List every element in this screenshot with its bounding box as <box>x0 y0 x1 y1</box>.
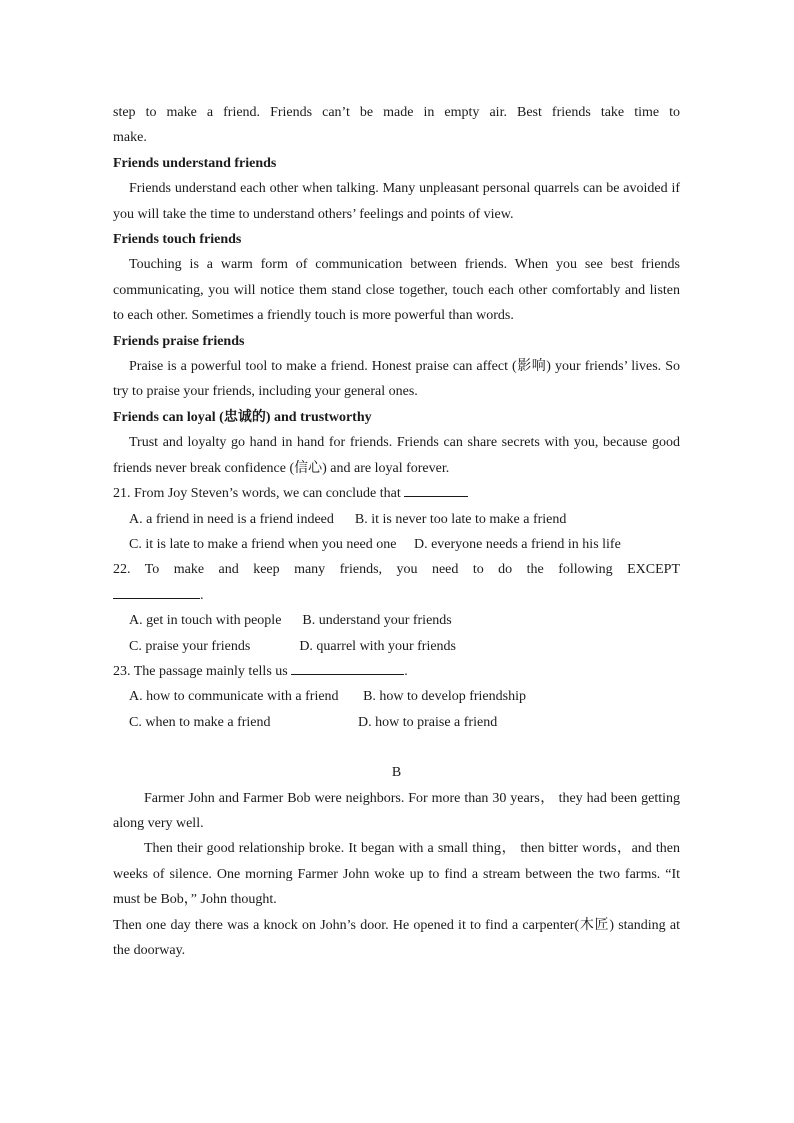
section-heading-touch: Friends touch friends <box>113 232 242 248</box>
paragraph: Farmer John and Farmer Bob were neighbors. For more than 30 years， they had been getting along very well. <box>113 790 680 831</box>
section-heading-loyal: Friends can loyal (忠诚的) and trustworthy <box>113 409 372 425</box>
option-d: D. how to praise a friend <box>358 714 498 730</box>
option-c: C. when to make a friend <box>129 714 271 730</box>
options-row <box>113 634 680 659</box>
section-heading-understand: Friends understand friends <box>113 155 277 171</box>
option-b: B. understand your friends <box>302 613 452 629</box>
intro-text-line1: step to make a friend. Friends can’t be made in empty air. Best friends take time to <box>113 105 680 120</box>
answer-blank <box>404 482 468 497</box>
option-b: B. how to develop friendship <box>363 689 526 705</box>
options-row <box>113 532 680 557</box>
paragraph: Then one day there was a knock on John’s door. He opened it to find a carpenter(木匠) standing at the doorway. <box>113 917 680 958</box>
options-row <box>113 684 680 709</box>
options-row <box>113 710 680 735</box>
section-body-understand: Friends understand each other when talking. Many unpleasant personal quarrels can be avoided if you will take the time to understand others’ feelings and points of view. <box>113 181 680 222</box>
passage-a <box>113 100 680 481</box>
passage-label: B <box>391 765 402 781</box>
answer-blank <box>291 660 404 675</box>
option-a: A. a friend in need is a friend indeed <box>129 511 334 527</box>
option-d: D. everyone needs a friend in his life <box>413 536 621 552</box>
question-22 <box>113 557 680 659</box>
answer-blank-line: . <box>113 583 680 608</box>
section-body-loyal: Trust and loyalty go hand in hand for friends. Friends can share secrets with you, because good friends never break confidence (信心) and are loyal forever. <box>113 435 680 476</box>
option-b: B. it is never too late to make a friend <box>354 511 567 527</box>
question-stem <box>113 481 680 506</box>
question-stem: 22. To make and keep many friends, you need to do the following EXCEPT <box>113 562 680 578</box>
section-heading-praise: Friends praise friends <box>113 333 245 349</box>
question-23 <box>113 659 680 735</box>
passage-b <box>113 760 680 963</box>
option-d: D. quarrel with your friends <box>299 638 456 654</box>
spacer <box>113 735 680 760</box>
option-a: A. get in touch with people <box>129 613 282 629</box>
option-c: C. praise your friends <box>129 638 251 654</box>
intro-text-line2: make. <box>113 130 147 146</box>
section-body-praise: Praise is a powerful tool to make a friend. Honest praise can affect (影响) your friends’ lives. So try to praise your friends, including your general ones. <box>113 359 680 400</box>
paragraph: Then their good relationship broke. It began with a small thing， then bitter words，and then weeks of silence. One morning Farmer John woke up to find a stream between the two farms. “It must be Bob，” John thought. <box>113 841 680 908</box>
options-row <box>113 608 680 633</box>
question-stem-text: 21. From Joy Steven’s words, we can conclude that <box>113 486 401 502</box>
question-21 <box>113 481 680 557</box>
question-stem-text: 23. The passage mainly tells us <box>113 663 288 679</box>
answer-blank <box>113 584 200 599</box>
options-row <box>113 507 680 532</box>
option-a: A. how to communicate with a friend <box>129 689 339 705</box>
section-body-touch: Touching is a warm form of communication between friends. When you see best friends communicating, you will notice them stand close together, touch each other comfortably and listen to each other. Sometimes a friendly touch is more powerful than words. <box>113 257 680 324</box>
option-c: C. it is late to make a friend when you need one <box>129 536 397 552</box>
exam-page <box>113 100 680 963</box>
question-stem: 23. The passage mainly tells us . <box>113 659 680 684</box>
